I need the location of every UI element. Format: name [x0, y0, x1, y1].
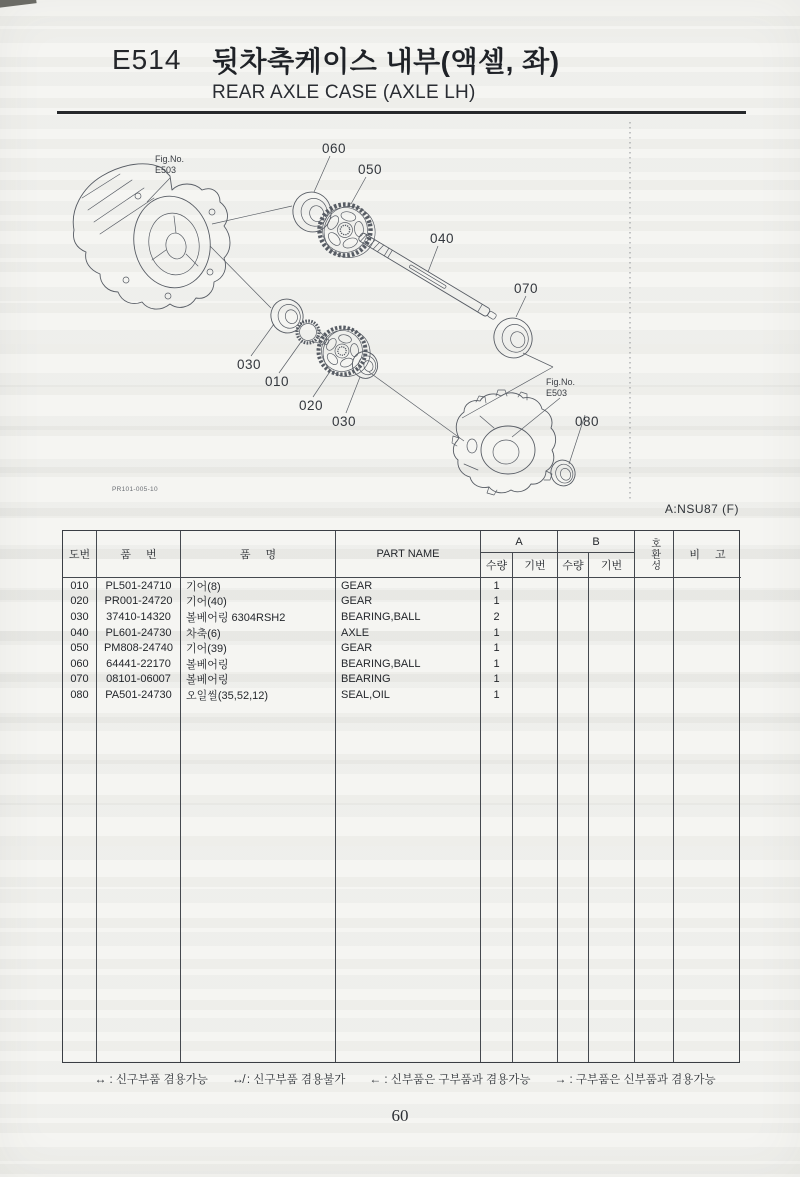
table-cell-name-en: SEAL,OIL: [336, 687, 481, 703]
drawing-code: PR101-005-10: [112, 486, 158, 493]
legend-item: [554, 1071, 715, 1087]
fig-ref-1-line2: E503: [155, 165, 177, 175]
exploded-parts-diagram: [60, 120, 740, 518]
callout-070: 070: [514, 281, 539, 296]
page-number: 60: [391, 1106, 409, 1125]
legend-item-label: : 구부품은 신부품과 겸용가능: [569, 1074, 716, 1086]
table-cell-name-en: GEAR: [336, 594, 481, 610]
col-header-remarks: 비 고: [674, 531, 741, 578]
diagram-svg: [60, 120, 740, 518]
table-cell-name-en: BEARING,BALL: [336, 656, 481, 672]
table-cell-name-kr: 볼베어링: [181, 672, 336, 688]
empty-filler-cell: [63, 703, 97, 1062]
table-cell-part-no: PL601-24730: [97, 625, 181, 641]
empty-column-remarks: [674, 578, 741, 1062]
leader-lines: [147, 156, 585, 464]
col-header-qty-b: 수량: [558, 553, 589, 578]
col-header-compatibility: [635, 531, 674, 578]
empty-column-serial-b: [589, 578, 635, 1062]
callout-080: 080: [575, 414, 600, 429]
crossed-arrow-icon: ↮: [231, 1072, 244, 1086]
table-cell-fig-no: 020: [63, 594, 97, 610]
page-title-korean: 뒷차축케이스 내부(액셀, 좌): [212, 46, 560, 77]
table-cell-qty-a: 1: [481, 656, 513, 672]
table-cell-name-kr: 오일씰(35,52,12): [181, 687, 336, 703]
table-cell-fig-no: 010: [63, 578, 97, 594]
table-cell-fig-no: 080: [63, 687, 97, 703]
col-header-part-name-kr: 품 명: [181, 531, 336, 578]
table-cell-qty-a: 1: [481, 640, 513, 656]
axle-shaft-040-drawing: [358, 232, 498, 321]
table-cell-name-kr: 볼베어링: [181, 656, 336, 672]
empty-column-compatibility: [635, 578, 674, 1062]
legend-item: [369, 1071, 530, 1087]
col-header-serial-a: 기번: [513, 553, 558, 578]
table-cell-qty-a: 2: [481, 609, 513, 625]
rear-axle-case-left-drawing: [73, 164, 230, 309]
table-cell-part-no: PM808-24740: [97, 640, 181, 656]
callout-030-right: 030: [332, 414, 357, 429]
col-header-fig-no: 도번: [63, 531, 97, 578]
table-cell-part-no: PR001-24720: [97, 594, 181, 610]
table-cell-qty-a: 1: [481, 625, 513, 641]
table-cell-part-no: PL501-24710: [97, 578, 181, 594]
table-cell-name-kr: 기어(40): [181, 594, 336, 610]
page-title-english: REAR AXLE CASE (AXLE LH): [212, 82, 476, 103]
title-rule: [57, 111, 746, 114]
table-cell-name-en: GEAR: [336, 578, 481, 594]
table-cell-name-kr: 볼베어링 6304RSH2: [181, 609, 336, 625]
table-cell-fig-no: 030: [63, 609, 97, 625]
empty-column-qty-b: [558, 578, 589, 1062]
table-cell-part-no: 08101-06007: [97, 672, 181, 688]
ball-bearing-070-drawing: [489, 313, 538, 363]
col-header-group-a: A: [481, 531, 558, 553]
empty-filler-cell: [481, 703, 513, 1062]
scan-corner-artifact: [0, 0, 37, 9]
table-cell-qty-a: 1: [481, 672, 513, 688]
table-cell-name-kr: 기어(8): [181, 578, 336, 594]
callout-060: 060: [322, 141, 347, 156]
ball-bearing-030-right-drawing: [349, 348, 381, 381]
rear-axle-case-right-drawing: [452, 390, 556, 495]
table-cell-part-no: PA501-24730: [97, 687, 181, 703]
legend-item-label: : 신부품은 구부품과 겸용가능: [384, 1074, 531, 1086]
table-cell-qty-a: 1: [481, 578, 513, 594]
col-header-part-name-en: PART NAME: [336, 531, 481, 578]
legend-item: [94, 1071, 207, 1087]
table-cell-part-no: 37410-14320: [97, 609, 181, 625]
compatibility-vertical-text: 호환성: [648, 537, 660, 571]
table-cell-name-en: BEARING: [336, 672, 481, 688]
table-cell-name-en: GEAR: [336, 640, 481, 656]
table-cell-name-kr: 차축(6): [181, 625, 336, 641]
variant-code: A:NSU87 (F): [664, 502, 739, 516]
figure-code: E514: [112, 44, 182, 75]
callout-050: 050: [358, 162, 383, 177]
table-cell-qty-a: 1: [481, 687, 513, 703]
col-header-part-no: 품 번: [97, 531, 181, 578]
oil-seal-080-drawing: [548, 457, 579, 489]
callout-020: 020: [299, 398, 324, 413]
table-cell-name-en: BEARING,BALL: [336, 609, 481, 625]
empty-filler-cell: [97, 703, 181, 1062]
col-header-serial-b: 기번: [589, 553, 635, 578]
fig-ref-1-line1: Fig.No.: [155, 154, 185, 164]
table-cell-name-kr: 기어(39): [181, 640, 336, 656]
table-cell-fig-no: 040: [63, 625, 97, 641]
empty-filler-cell: [181, 703, 336, 1062]
callout-030-left: 030: [237, 357, 262, 372]
table-cell-part-no: 64441-22170: [97, 656, 181, 672]
empty-filler-cell: [336, 703, 481, 1062]
table-cell-qty-a: 1: [481, 594, 513, 610]
right-arrow-icon: →: [554, 1072, 567, 1086]
fig-ref-2-line1: Fig.No.: [546, 377, 576, 387]
table-cell-fig-no: 070: [63, 672, 97, 688]
table-cell-name-en: AXLE: [336, 625, 481, 641]
legend-item: [232, 1071, 345, 1087]
col-header-group-b: B: [558, 531, 635, 553]
gear-050-drawing: [314, 198, 380, 264]
parts-table: [62, 530, 740, 1063]
col-header-qty-a: 수량: [481, 553, 513, 578]
table-cell-fig-no: 060: [63, 656, 97, 672]
table-cell-fig-no: 050: [63, 640, 97, 656]
legend-item-label: : 신구부품 겸용불가: [246, 1074, 346, 1086]
fig-ref-2-line2: E503: [546, 388, 568, 398]
callout-040: 040: [430, 231, 455, 246]
callout-010: 010: [265, 374, 290, 389]
empty-column-serial-a: [513, 578, 558, 1062]
compatibility-legend: [55, 1071, 755, 1087]
legend-item-label: : 신구부품 겸용가능: [109, 1074, 208, 1086]
left-arrow-icon: ←: [369, 1072, 382, 1086]
both-arrow-icon: ↔: [94, 1072, 107, 1086]
ball-bearing-030-left-drawing: [267, 295, 308, 337]
